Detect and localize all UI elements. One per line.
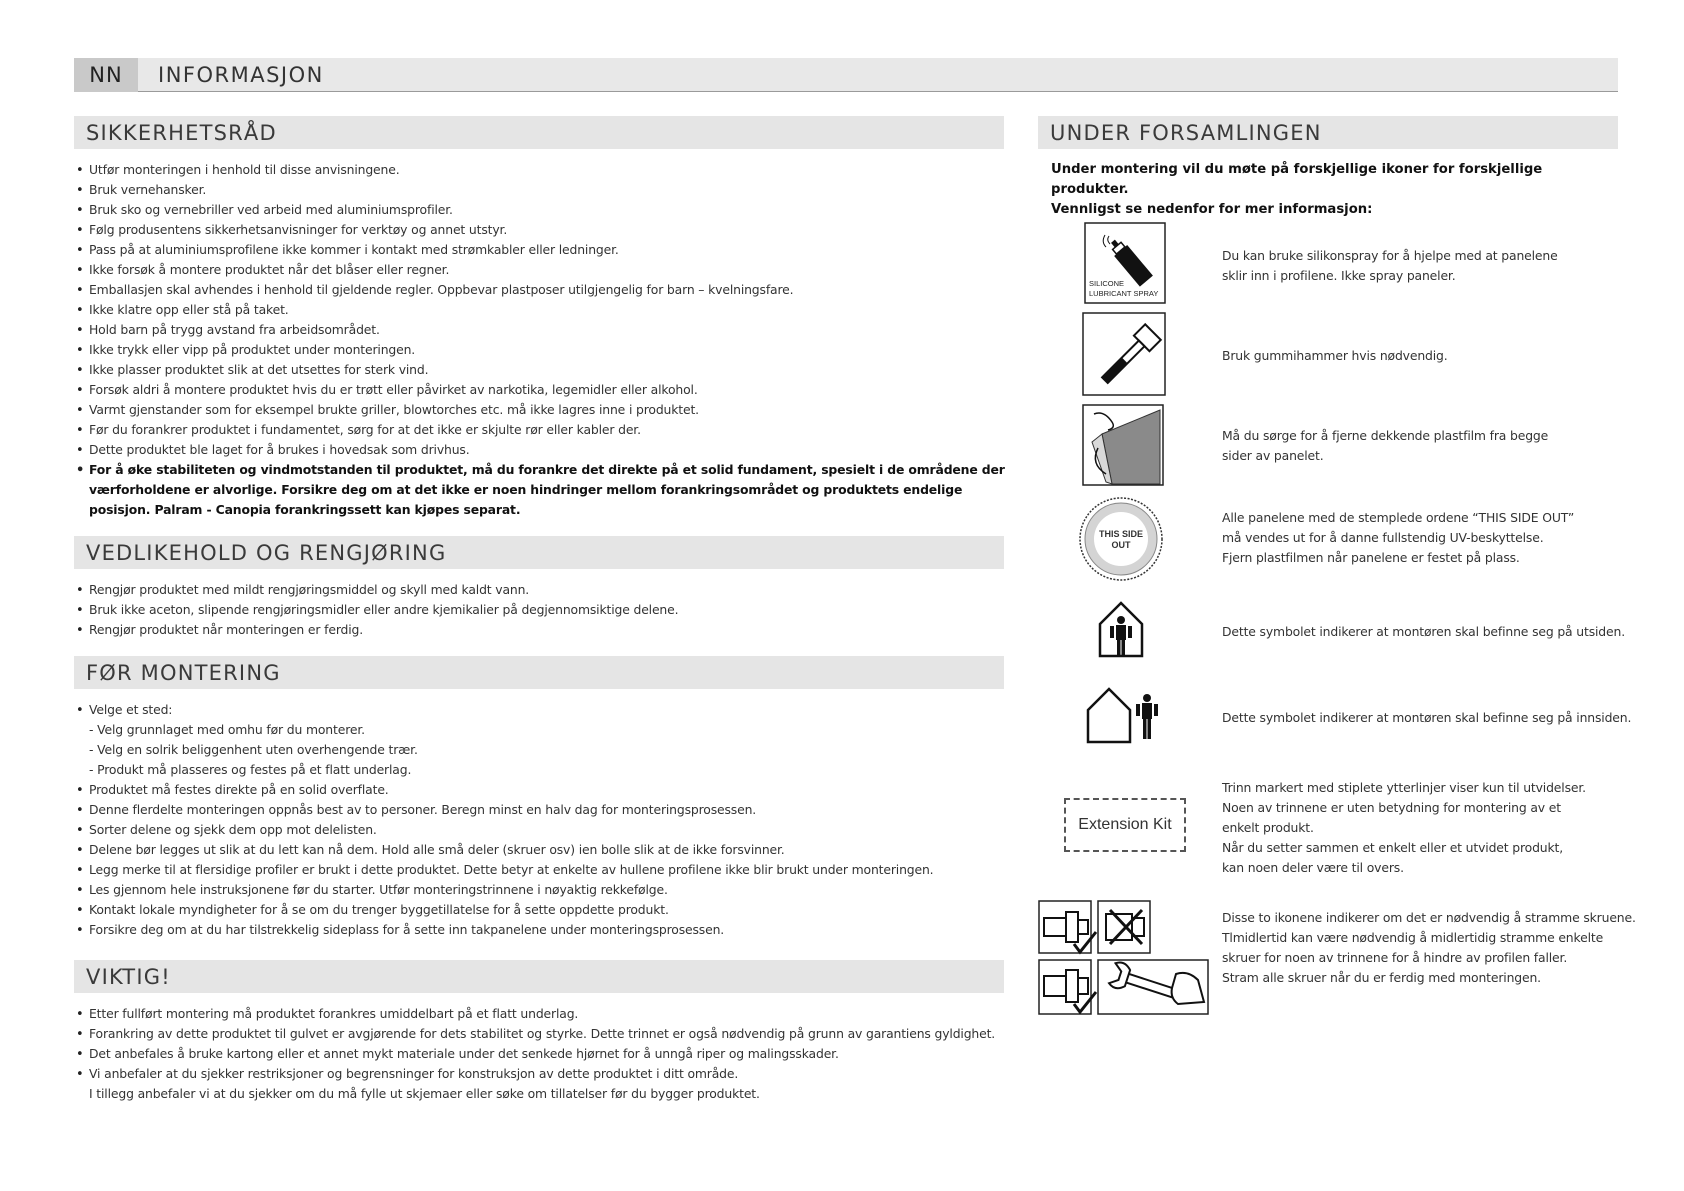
maintenance-list (76, 580, 1006, 640)
icon-row-screws (1038, 900, 1636, 1020)
icon-row-inside (1038, 686, 1632, 746)
text-line: Noen av trinnene er uten betydning for montering av et (1222, 800, 1561, 815)
safety-list (76, 160, 1006, 520)
list-item: • Bruk ikke aceton, slipende rengjøringsmidler eller andre kjemikalier på degjennomsiktige delene. (76, 600, 1006, 620)
section-title-before-assembly: FØR MONTERING (74, 656, 1004, 689)
text-line: Trinn markert med stiplete ytterlinjer viser kun til utvidelser. (1222, 780, 1586, 795)
installer-outside-icon (1096, 600, 1146, 662)
text-line: sider av panelet. (1222, 448, 1324, 463)
protective-film-icon (1082, 404, 1164, 490)
text-line: Stram alle skruer når du er ferdig med monteringen. (1222, 970, 1541, 985)
section-title-maintenance: VEDLIKEHOLD OG RENGJØRING (74, 536, 1004, 569)
icon-row-extension-kit (1038, 778, 1618, 878)
sub-list-item: - Produkt må plasseres og festes på et flatt underlag. (89, 762, 412, 777)
intro-line-2: Vennligst se nedenfor for mer informasjon: (1051, 202, 1373, 217)
section-title-during-assembly: UNDER FORSAMLINGEN (1038, 116, 1618, 149)
this-side-out-text (1222, 508, 1574, 568)
list-item-continuation: I tillegg anbefaler vi at du sjekker om du må fylle ut skjemaer eller søke om tillatelser før du bygger produktet. (89, 1086, 760, 1101)
rubber-hammer-icon (1082, 312, 1166, 400)
screws-text (1222, 908, 1636, 988)
text-line: Disse to ikonene indikerer om det er nødvendig å stramme skruene. (1222, 910, 1636, 925)
protective-film-text (1222, 426, 1548, 466)
text-line: Dette symbolet indikerer at montøren skal befinne seg på utsiden. (1222, 624, 1625, 639)
text-line: kan noen deler være til overs. (1222, 860, 1404, 875)
list-item: • Bruk vernehansker. (76, 180, 1006, 200)
list-item: • Forankring av dette produktet til gulvet er avgjørende for dets stabilitet og styrke. Dette trinnet er også nødvendig på grunn av garantiens gyldighet. (76, 1024, 1006, 1044)
outside-text (1222, 622, 1625, 642)
list-item: • Bruk sko og vernebriller ved arbeid med aluminiumsprofiler. (76, 200, 1006, 220)
list-item-anchoring: • For å øke stabiliteten og vindmotstanden til produktet, må du forankre det direkte på et solid fundament, spesielt i de områdene der værforholdene er alvorlige. Forsikre deg om at det ikke er noen hindringer mellom forankringsområdet og produktets endelige posisjon. Palram - Canopia forankringssett kan kjøpes separat. (76, 460, 1006, 520)
rubber-hammer-text (1222, 346, 1448, 366)
icon-row-this-side-out (1038, 496, 1618, 582)
page-header (74, 58, 1618, 92)
lubricant-spray-label: LUBRICANT SPRAY (1089, 289, 1159, 298)
important-list (76, 1004, 1006, 1104)
text-line: Du kan bruke silikonspray for å hjelpe med at panelene (1222, 248, 1558, 263)
list-item: • Ikke forsøk å montere produktet når det blåser eller regner. (76, 260, 1006, 280)
extension-kit-text (1222, 778, 1586, 878)
icon-row-silicone-spray (1038, 222, 1618, 304)
list-item: • Dette produktet ble laget for å brukes i hovedsak som drivhus. (76, 440, 1006, 460)
list-item: • Produktet må festes direkte på en solid overflate. (76, 780, 1006, 800)
text-line: Tlmidlertid kan være nødvendig å midlertidig stramme enkelte (1222, 930, 1604, 945)
installer-inside-icon (1084, 686, 1160, 748)
list-item: • Legg merke til at flersidige profiler er brukt i dette produktet. Dette betyr at enkelte av hullene profilene ikke blir brukt under monteringen. (76, 860, 1006, 880)
list-item: • Utfør monteringen i henhold til disse anvisningene. (76, 160, 1006, 180)
sub-list-item: - Velg grunnlaget med omhu før du monterer. (89, 722, 365, 737)
text-line: skruer for noen av trinnene for å hindre av profilen faller. (1222, 950, 1568, 965)
text-line: må vendes ut for å danne fullstendig UV-beskyttelse. (1222, 530, 1544, 545)
list-item: • Denne flerdelte monteringen oppnås best av to personer. Beregn minst en halv dag for monteringsprosessen. (76, 800, 1006, 820)
this-side-label: THIS SIDE (1098, 529, 1144, 539)
list-item: • Vi anbefaler at du sjekker restriksjoner og begrensninger for konstruksjon av dette produktet i ditt område. (76, 1064, 1006, 1084)
silicone-spray-text (1222, 246, 1558, 286)
extension-kit-icon: Extension Kit (1064, 798, 1186, 852)
assembly-intro (1051, 160, 1611, 220)
before-assembly-list (76, 700, 1006, 940)
list-item: • Velge et sted: (76, 700, 1006, 720)
list-item: • Følg produsentens sikkerhetsanvisninger for verktøy og annet utstyr. (76, 220, 1006, 240)
list-item: • Emballasjen skal avhendes i henhold til gjeldende regler. Oppbevar plastposer utilgjengelig for barn – kvelningsfare. (76, 280, 1006, 300)
list-item: • Før du forankrer produktet i fundamentet, sørg for at det ikke er skjulte rør eller kabler der. (76, 420, 1006, 440)
intro-line-1: Under montering vil du møte på forskjellige ikoner for forskjellige produkter. (1051, 162, 1543, 197)
list-item: • Les gjennom hele instruksjonene før du starter. Utfør monteringstrinnene i nøyaktig rekkefølge. (76, 880, 1006, 900)
text-line: Alle panelene med de stemplede ordene “THIS SIDE OUT” (1222, 510, 1575, 525)
text-line: Dette symbolet indikerer at montøren skal befinne seg på innsiden. (1222, 710, 1632, 725)
icon-row-protective-film (1038, 404, 1618, 486)
list-item: • Etter fullført montering må produktet forankres umiddelbart på et flatt underlag. (76, 1004, 1006, 1024)
text-line: Fjern plastfilmen når panelene er festet på plass. (1222, 550, 1520, 565)
inside-text (1222, 708, 1631, 728)
section-title-important: VIKTIG! (74, 960, 1004, 993)
language-code: NN (74, 58, 138, 92)
list-item: • Ikke plasser produktet slik at det utsettes for sterk vind. (76, 360, 1006, 380)
text-line: Når du setter sammen et enkelt eller et utvidet produkt, (1222, 840, 1564, 855)
list-item: • Pass på at aluminiumsprofilene ikke kommer i kontakt med strømkabler eller ledninger. (76, 240, 1006, 260)
text-line: enkelt produkt. (1222, 820, 1314, 835)
list-item: • Rengjør produktet med mildt rengjøringsmiddel og skyll med kaldt vann. (76, 580, 1006, 600)
silicone-spray-icon (1084, 222, 1166, 308)
list-item: • Sorter delene og sjekk dem opp mot delelisten. (76, 820, 1006, 840)
list-item: • Forsikre deg om at du har tilstrekkelig sideplass for å sette inn takpanelene under monteringsprosessen. (76, 920, 1006, 940)
list-item: • Delene bør legges ut slik at du lett kan nå dem. Hold alle små deler (skruer osv) ien bolle slik at de ikke forsvinner. (76, 840, 1006, 860)
screws-tighten-icon (1038, 900, 1210, 1020)
section-title-safety: SIKKERHETSRÅD (74, 116, 1004, 149)
list-item: • Det anbefales å bruke kartong eller et annet mykt materiale under det senkede hjørnet for å unngå riper og malingsskader. (76, 1044, 1006, 1064)
text-line: sklir inn i profilene. Ikke spray paneler. (1222, 268, 1456, 283)
this-side-out-icon (1078, 496, 1164, 586)
list-item: • Forsøk aldri å montere produktet hvis du er trøtt eller påvirket av narkotika, legemidler eller alkohol. (76, 380, 1006, 400)
list-item: • Ikke trykk eller vipp på produktet under monteringen. (76, 340, 1006, 360)
text-line: Må du sørge for å fjerne dekkende plastfilm fra begge (1222, 428, 1549, 443)
page-title: INFORMASJON (158, 62, 324, 87)
silicone-label: SILICONE (1089, 279, 1125, 288)
list-item: • Rengjør produktet når monteringen er ferdig. (76, 620, 1006, 640)
list-item: • Hold barn på trygg avstand fra arbeidsområdet. (76, 320, 1006, 340)
icon-row-outside (1038, 600, 1625, 660)
list-item: • Kontakt lokale myndigheter for å se om du trenger byggetillatelse for å sette oppdette produkt. (76, 900, 1006, 920)
out-label: OUT (1111, 540, 1131, 550)
list-item: • Ikke klatre opp eller stå på taket. (76, 300, 1006, 320)
list-item: • Varmt gjenstander som for eksempel brukte griller, blowtorches etc. må ikke lagres inne i produktet. (76, 400, 1006, 420)
icon-row-rubber-hammer (1038, 312, 1618, 396)
text-line: Bruk gummihammer hvis nødvendig. (1222, 348, 1448, 363)
sub-list-item: - Velg en solrik beliggenhent uten overhengende trær. (89, 742, 418, 757)
